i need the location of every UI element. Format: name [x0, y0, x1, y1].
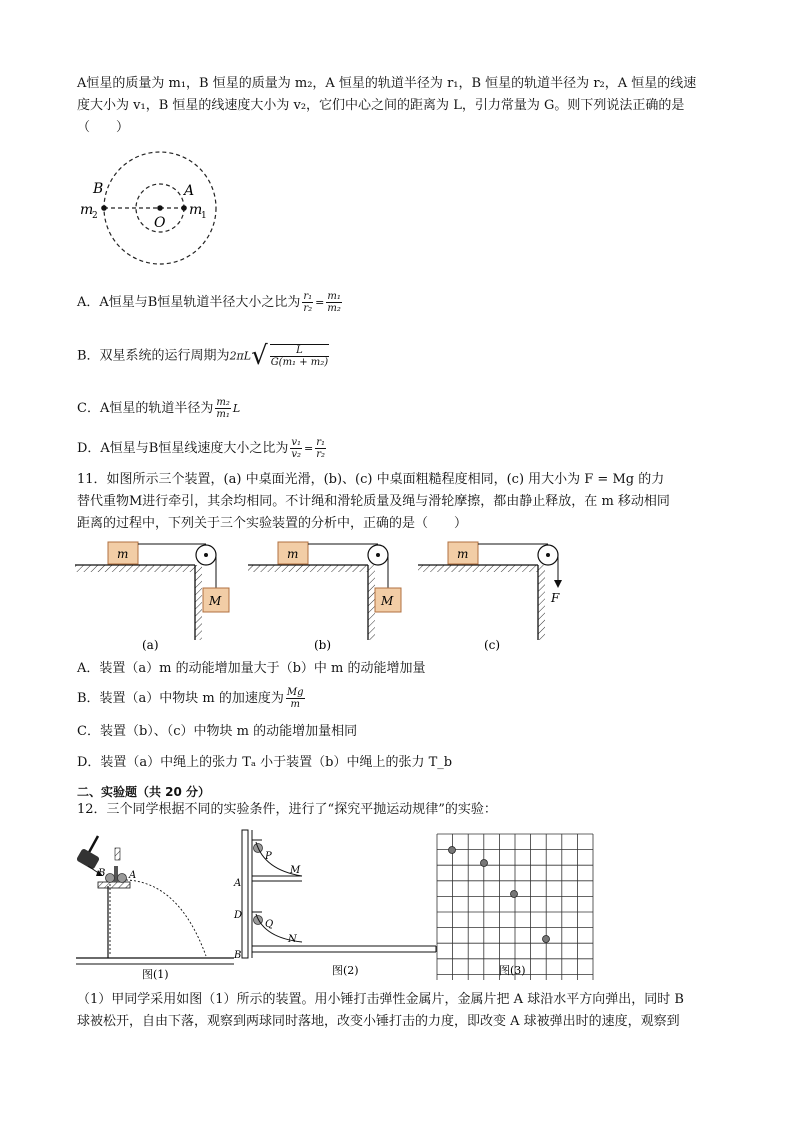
svg-text:B: B: [234, 950, 242, 961]
q11-stem-line3: 距离的过程中，下列关于三个实验装置的分析中，正确的是（ ）: [77, 516, 468, 531]
q10-answer-blank: （ ）: [77, 120, 130, 135]
star-b-dot: [101, 205, 107, 211]
svg-text:M: M: [381, 594, 394, 608]
label-m2-sub: 2: [92, 211, 98, 221]
setup-c: [418, 542, 562, 652]
label-a: A: [184, 183, 195, 199]
q10-stem-line2: 度大小为 v₁，B 恒星的线速度大小为 v₂，它们中心之间的距离为 L，引力常量为 G。则下列说法正确的是: [77, 98, 685, 113]
svg-text:Q: Q: [265, 919, 274, 930]
q11-option-b: B．装置（a）中物块 m 的加速度为 $\frac{Mg}{m}$: [77, 687, 304, 710]
figure-3-caption: 图(3): [499, 964, 526, 977]
q10-option-d: D．A恒星与B恒星线速度大小之比为 $\frac{\text{v₁}}{\text{v₂}}$ = $\frac{\text{r₁}}{\text{r₂}}$: [77, 437, 326, 460]
label-o: O: [154, 215, 166, 231]
svg-text:m: m: [457, 547, 469, 561]
svg-text:M: M: [290, 865, 301, 876]
svg-text:m: m: [287, 547, 299, 561]
q11-option-a: A．装置（a）m 的动能增加量大于（b）中 m 的动能增加量: [77, 661, 426, 676]
svg-text:A: A: [129, 870, 137, 881]
svg-text:N: N: [288, 934, 297, 945]
q12-stem: 12．三个同学根据不同的实验条件，进行了“探究平抛运动规律”的实验：: [77, 802, 497, 817]
svg-text:B: B: [98, 868, 106, 879]
figure-3-grid: [437, 834, 593, 980]
figure-2-apparatus: [233, 830, 436, 977]
q10-option-a: A．A恒星与B恒星轨道半径大小之比为 $\frac{\text{r₁}}{\text{r₂}}$ = $\frac{\text{m₁}}{\text{m₂}}$: [77, 291, 341, 314]
binary-star-figure: [78, 145, 228, 270]
q10-option-b: B．双星系统的运行周期为2πL√ $\frac{L}{\text{G(m₁ + m₂)}}$: [77, 341, 329, 371]
pulley-setups-figure: [70, 536, 570, 658]
grid-point-3: [511, 891, 518, 898]
label-b: B: [93, 181, 104, 197]
setup-a: [75, 542, 229, 652]
grid-point-1: [449, 847, 456, 854]
figure-1-apparatus: [76, 836, 234, 980]
label-m1-sub: 1: [201, 211, 207, 221]
grid-point-2: [481, 860, 488, 867]
q11-option-d: D．装置（a）中绳上的张力 Tₐ 小于装置（b）中绳上的张力 T_b: [77, 755, 453, 770]
star-a-dot: [181, 205, 187, 211]
caption-b: (b): [314, 638, 332, 652]
figure-1-caption: 图(1): [142, 968, 169, 980]
label-m1: m: [189, 202, 203, 218]
q11-option-c: C．装置（b）、（c）中物块 m 的动能增加量相同: [77, 724, 358, 739]
grid-point-4: [543, 936, 550, 943]
q12-part1-line2: 球被松开，自由下落，观察到两球同时落地，改变小锤打击的力度，即改变 A 球被弹出时的速度，观察到: [77, 1014, 680, 1029]
q10-stem-line1: A恒星的质量为 m₁，B 恒星的质量为 m₂，A 恒星的轨道半径为 r₁，B 恒星的轨道半径为 r₂，A 恒星的线速: [77, 76, 697, 91]
svg-text:D: D: [234, 910, 243, 921]
figure-2-caption: 图(2): [332, 964, 359, 977]
svg-text:M: M: [209, 594, 222, 608]
svg-text:P: P: [265, 851, 272, 862]
caption-a: (a): [142, 638, 159, 652]
center-o-dot: [157, 205, 163, 211]
q10-option-c: C．A恒星的轨道半径为 $\frac{\text{m₂}}{\text{m₁}}$ L: [77, 397, 241, 420]
svg-text:A: A: [234, 878, 242, 889]
q12-figures: [74, 826, 604, 980]
q12-part1-line1: （1）甲同学采用如图（1）所示的装置。用小锤打击弹性金属片，金属片把 A 球沿水平方向弹出，同时 B: [77, 992, 684, 1007]
setup-b: [248, 542, 401, 652]
svg-text:m: m: [117, 547, 129, 561]
q11-stem-line1: 11．如图所示三个装置，(a) 中桌面光滑，(b)、(c) 中桌面粗糙程度相同，(c) 用大小为 F = Mg 的力: [77, 472, 665, 487]
section-2-title: 二、实验题（共 20 分）: [77, 785, 211, 799]
label-m2: m: [80, 202, 94, 218]
caption-c: (c): [484, 638, 501, 652]
q11-stem-line2: 替代重物M进行牵引，其余均相同。不计绳和滑轮质量及绳与滑轮摩擦，都由静止释放，在 m 移动相同: [77, 494, 670, 509]
svg-text:F: F: [551, 591, 560, 605]
